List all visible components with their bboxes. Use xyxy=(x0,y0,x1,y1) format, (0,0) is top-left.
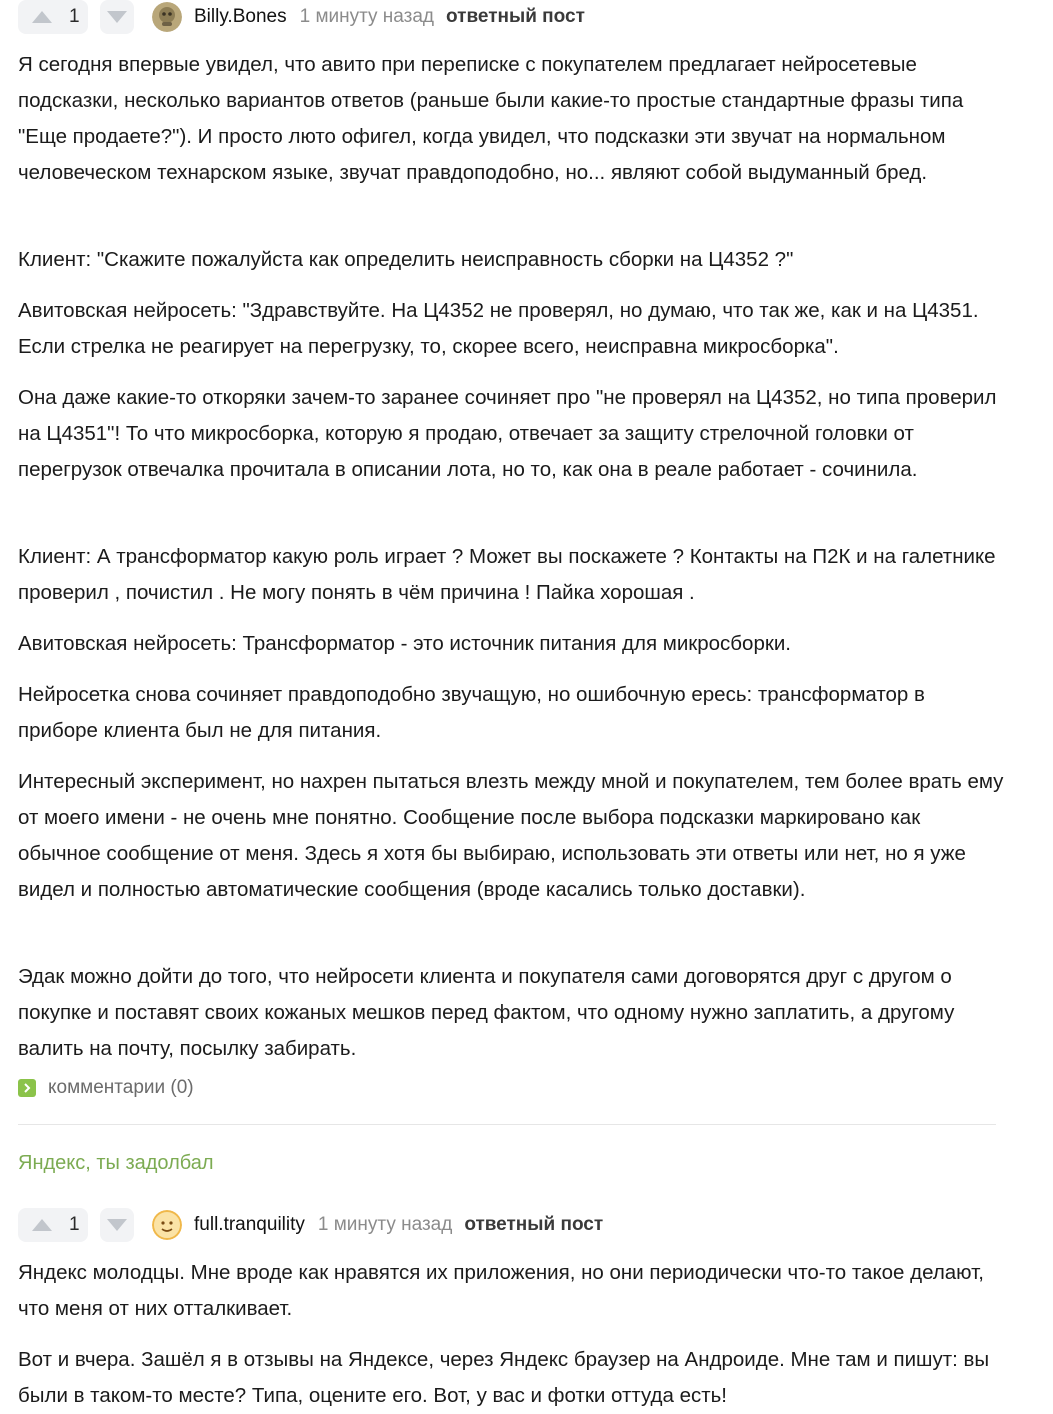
arrow-up-icon xyxy=(31,10,53,24)
post-time: 1 минуту назад xyxy=(317,1214,453,1235)
comments-link[interactable] xyxy=(18,1076,194,1100)
rating-count: 1 xyxy=(69,1214,80,1235)
avatar[interactable] xyxy=(152,2,182,32)
avatar-image xyxy=(152,2,182,32)
arrow-up-icon xyxy=(31,1218,53,1232)
avatar[interactable] xyxy=(152,1210,182,1240)
author-name[interactable]: full.tranquility xyxy=(194,1214,305,1235)
comments-label: комментарии (0) xyxy=(48,1077,194,1098)
post-paragraph: Вот и вчера. Зашёл я в отзывы на Яндексе, через Яндекс браузер на Андроиде. Мне там и пишут: вы были в таком-то месте? Типа, оцените его. Вот, у вас и фотки оттуда есть! xyxy=(18,1348,990,1407)
post-paragraph: Нейросетка снова сочиняет правдоподобно звучащую, но ошибочную ересь: трансформатор в приборе клиента был не для питания. xyxy=(18,683,925,742)
avatar-image xyxy=(152,1210,182,1240)
story-title[interactable]: Яндекс, ты задолбал xyxy=(18,1152,214,1174)
post-paragraph: Клиент: А трансформатор какую роль играет ? Может вы поскажете ? Контакты на П2К и на галетнике проверил , почистил . Не могу понять в чём причина ! Пайка хорошая . xyxy=(18,545,996,604)
arrow-down-icon xyxy=(106,1218,128,1232)
divider xyxy=(18,1124,996,1125)
vote-box xyxy=(18,1208,88,1242)
post-paragraph: Авитовская нейросеть: Трансформатор - это источник питания для микросборки. xyxy=(18,632,791,655)
vote-box xyxy=(18,0,88,34)
post-paragraph: Авитовская нейросеть: "Здравствуйте. На Ц4352 не проверял, но думаю, что так же, как и на Ц4351. Если стрелка не реагирует на перегрузку, то, скорее всего, неисправна микросборка". xyxy=(18,299,979,358)
downvote-button[interactable] xyxy=(100,1208,134,1242)
post-paragraph: Эдак можно дойти до того, что нейросети клиента и покупателя сами договорятся друг с другом о покупке и поставят своих кожаных мешков перед фактом, что одному нужно заплатить, а другому валить на почту, посылку забирать. xyxy=(18,965,955,1060)
post-header xyxy=(18,0,585,34)
post-paragraph: Клиент: "Скажите пожалуйста как определить неисправность сборки на Ц4352 ?" xyxy=(18,248,794,271)
post-paragraph: Интересный эксперимент, но нахрен пытаться влезть между мной и покупателем, тем более врать ему от моего имени - не очень мне понятно. Сообщение после выбора подсказки маркировано как обычное сообщение от меня. Здесь я хотя бы выбираю, использовать эти ответы или нет, но я уже видел и полностью автоматические сообщения (вроде касались только доставки). xyxy=(18,770,1004,901)
upvote-button[interactable] xyxy=(30,10,54,24)
rating-count: 1 xyxy=(69,6,80,27)
post-time: 1 минуту назад xyxy=(299,6,435,27)
post-paragraph: Она даже какие-то откоряки зачем-то заранее сочиняет про "не проверял на Ц4352, но типа проверил на Ц4351"! То что микросборка, которую я продаю, отвечает за защиту стрелочной головки от перегрузок отвечалка прочитала в описании лота, но то, как она в реале работает - сочинила. xyxy=(18,386,997,481)
post-header xyxy=(18,1208,603,1242)
upvote-button[interactable] xyxy=(30,1218,54,1232)
chevron-right-icon xyxy=(18,1079,36,1097)
arrow-down-icon xyxy=(106,10,128,24)
post-paragraph: Яндекс молодцы. Мне вроде как нравятся их приложения, но они периодически что-то такое делают, что меня от них отталкивает. xyxy=(18,1261,984,1320)
post-type-label: ответный пост xyxy=(464,1214,604,1235)
post-paragraph: Я сегодня впервые увидел, что авито при переписке с покупателем предлагает нейросетевые подсказки, несколько вариантов ответов (раньше были какие-то простые стандартные фразы типа "Еще продаете?"). И просто люто офигел, когда увидел, что подсказки эти звучат на нормальном человеческом технарском языке, звучат правдоподобно, но... являют собой выдуманный бред. xyxy=(18,53,964,184)
downvote-button[interactable] xyxy=(100,0,134,34)
author-name[interactable]: Billy.Bones xyxy=(194,6,287,27)
post-type-label: ответный пост xyxy=(446,6,585,27)
